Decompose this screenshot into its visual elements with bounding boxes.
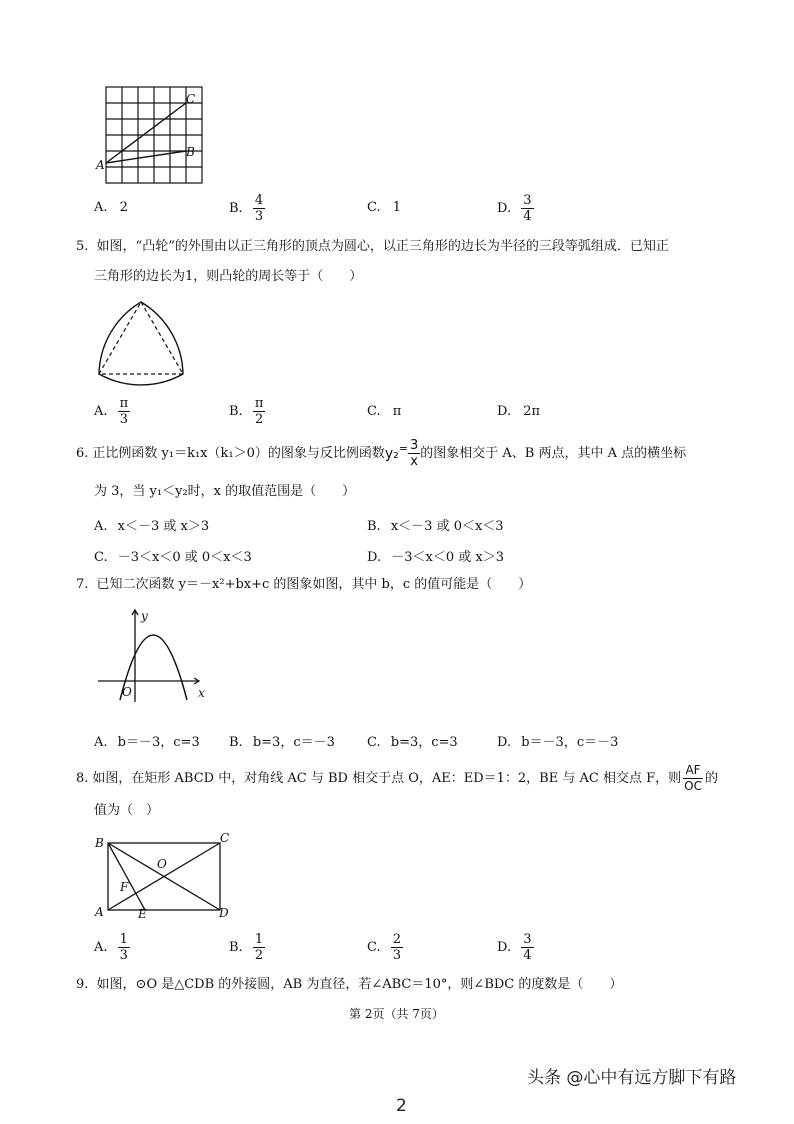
q6-option-d[interactable] [367, 546, 504, 565]
q8-fraction [682, 763, 704, 794]
q8-text-line1-end: 的 [704, 770, 718, 786]
q8-text-line1: 如图，在矩形 ABCD 中，对角线 AC 与 BD 相交于点 O，AE：ED＝1：2，BE 与 AC 相交点 F，则 [92, 770, 682, 786]
q7-option-b-value: b=3，c＝－3 [252, 735, 335, 750]
q8-option-b-letter: B. [229, 940, 243, 955]
q5-option-b-fraction [253, 396, 266, 427]
fraction-numerator: AF [685, 763, 701, 777]
q8-option-a-letter: A. [94, 940, 108, 955]
q7-label-x: x [198, 686, 205, 700]
q8-option-c[interactable] [367, 932, 403, 963]
q4-option-a-value: 2 [119, 200, 128, 215]
q9-number: 9. [76, 977, 89, 992]
q8-option-a[interactable] [94, 932, 130, 963]
fraction-numerator: π [254, 396, 264, 411]
q5-option-d-letter: D. [497, 404, 512, 419]
q7-stem-line1 [76, 577, 531, 593]
q5-option-c[interactable] [367, 404, 401, 419]
q7-label-o: O [122, 685, 132, 699]
q5-option-a[interactable] [94, 396, 130, 427]
q7-option-a[interactable] [94, 731, 200, 750]
fraction-numerator: 3 [410, 438, 419, 453]
q8-number: 8. [76, 770, 89, 786]
q6-option-a-value: x＜－3 或 x＞3 [117, 519, 210, 534]
q5-option-d[interactable] [497, 404, 540, 419]
q7-option-c-value: b=3，c=3 [390, 735, 458, 750]
fraction-numerator: 2 [392, 932, 402, 947]
q4-option-c[interactable] [367, 200, 401, 215]
fraction-denominator: 2 [254, 948, 264, 963]
q6-fraction [408, 438, 420, 469]
q8-option-c-fraction [391, 932, 403, 963]
q8-label-o: O [157, 857, 167, 871]
q5-stem-line1 [76, 239, 669, 255]
q6-option-d-value: －3＜x＜0 或 x＞3 [391, 550, 504, 565]
q5-cam-figure [90, 296, 192, 392]
fraction-denominator: 3 [254, 209, 264, 224]
q8-option-a-fraction [118, 932, 130, 963]
q6-option-a-letter: A. [94, 519, 108, 534]
q6-option-c[interactable] [94, 546, 252, 565]
q6-text-line1-a: 正比例函数 y₁＝k₁x（k₁＞0）的图象与反比例函数 [92, 445, 385, 461]
q4-option-d-letter: D. [497, 201, 512, 216]
fraction-numerator: 3 [523, 193, 532, 208]
q4-option-a-letter: A. [94, 200, 108, 215]
page-number: 2 [396, 1096, 407, 1116]
q7-option-b[interactable] [229, 731, 335, 750]
q6-option-a[interactable] [94, 515, 209, 534]
fraction-denominator: 4 [523, 209, 532, 224]
q7-text-line1: 已知二次函数 y＝－x²+bx+c 的图象如图，其中 b，c 的值可能是（ ） [96, 577, 532, 592]
q5-text-line2: 三角形的边长为1，则凸轮的周长等于（ ） [94, 269, 363, 284]
q5-option-b-letter: B. [229, 404, 243, 419]
q7-option-a-value: b＝－3，c=3 [117, 735, 200, 750]
q6-option-b-letter: B. [367, 519, 381, 534]
q8-rectangle-figure [95, 835, 235, 920]
q4-option-a[interactable] [94, 200, 128, 215]
q6-stem-line1 [76, 438, 686, 469]
fraction-denominator: 3 [119, 948, 128, 963]
q6-text-line1-b: 的图象相交于 A、B 两点，其中 A 点的横坐标 [420, 445, 687, 461]
q6-number: 6. [76, 445, 89, 461]
q7-option-c[interactable] [367, 731, 458, 750]
q5-option-a-fraction [118, 396, 131, 427]
q7-number: 7. [76, 577, 89, 592]
q8-option-d-fraction [521, 932, 533, 963]
fraction-denominator: OC [684, 779, 702, 793]
q8-option-b-fraction [253, 932, 265, 963]
q6-option-c-value: －3＜x＜0 或 0＜x＜3 [117, 550, 252, 565]
fraction-numerator: 4 [254, 193, 264, 208]
q7-option-d-letter: D. [497, 735, 512, 750]
q8-label-f: F [120, 880, 129, 894]
q6-option-b-value: x＜－3 或 0＜x＜3 [390, 519, 504, 534]
fraction-numerator: π [119, 396, 129, 411]
q4-option-b-letter: B. [229, 201, 243, 216]
q4-option-c-value: 1 [392, 200, 402, 215]
fraction-numerator: 3 [523, 932, 532, 947]
q7-option-c-letter: C. [367, 735, 381, 750]
q8-text-line2: 值为（ ） [94, 803, 160, 818]
q6-stem-line2 [94, 484, 355, 500]
q4-option-d-fraction [521, 193, 533, 224]
q5-option-a-letter: A. [94, 404, 108, 419]
q8-option-d-letter: D. [497, 940, 512, 955]
q4-option-d[interactable] [497, 193, 534, 224]
q9-stem-line1 [76, 977, 622, 993]
watermark: 头条 @心中有远方脚下有路 [527, 1068, 737, 1088]
q6-y2: y₂ [384, 445, 399, 462]
q7-option-a-letter: A. [94, 735, 108, 750]
q6-option-b[interactable] [367, 515, 504, 534]
q8-option-d[interactable] [497, 932, 534, 963]
q6-option-d-letter: D. [367, 550, 382, 565]
q5-text-line1: 如图，“凸轮”的外围由以正三角形的顶点为圆心，以正三角形的边长为半径的三段等弧组成．已知正 [96, 239, 669, 254]
page-footer: 第 2页（共 7页） [349, 1007, 444, 1021]
fraction-denominator: 3 [119, 412, 129, 427]
fraction-denominator: x [410, 454, 418, 469]
q4-label-c: C [186, 92, 196, 106]
q8-label-a: A [95, 905, 104, 919]
q7-label-y: y [141, 609, 148, 623]
q4-label-b: B [186, 145, 195, 159]
fraction-numerator: 1 [119, 932, 128, 947]
q9-text-line1: 如图，⊙O 是△CDB 的外接圆，AB 为直径，若∠ABC＝10°，则∠BDC 的度数是（ ） [96, 977, 623, 992]
q8-label-b: B [95, 836, 104, 850]
q8-label-d: D [219, 906, 229, 920]
q7-option-d[interactable] [497, 731, 618, 750]
q8-option-b[interactable] [229, 932, 265, 963]
q8-label-c: C [220, 831, 230, 845]
q6-eq: = [398, 441, 408, 455]
q4-option-b[interactable] [229, 193, 265, 224]
q4-option-c-letter: C. [367, 200, 381, 215]
q7-option-d-value: b＝－3，c＝－3 [521, 735, 619, 750]
q6-text-line2: 为 3，当 y₁＜y₂时，x 的取值范围是（ ） [94, 484, 356, 499]
q5-option-b[interactable] [229, 396, 265, 427]
q8-label-e: E [138, 907, 147, 921]
q5-option-d-value: 2π [523, 404, 541, 419]
q7-option-b-letter: B. [229, 735, 243, 750]
q6-option-c-letter: C. [94, 550, 108, 565]
q5-stem-line2 [94, 269, 362, 285]
fraction-denominator: 4 [523, 948, 532, 963]
q7-parabola-figure [95, 605, 215, 705]
q5-option-c-letter: C. [367, 404, 381, 419]
q4-label-a: A [96, 158, 105, 172]
q5-option-c-value: π [392, 404, 402, 419]
fraction-denominator: 2 [254, 412, 264, 427]
fraction-numerator: 1 [254, 932, 264, 947]
fraction-denominator: 3 [392, 948, 402, 963]
q5-number: 5. [76, 239, 89, 254]
q8-stem-line2 [94, 803, 159, 819]
q4-option-b-fraction [253, 193, 265, 224]
q8-option-c-letter: C. [367, 940, 381, 955]
q4-grid-figure [95, 82, 215, 190]
q8-stem-line1 [76, 763, 718, 794]
